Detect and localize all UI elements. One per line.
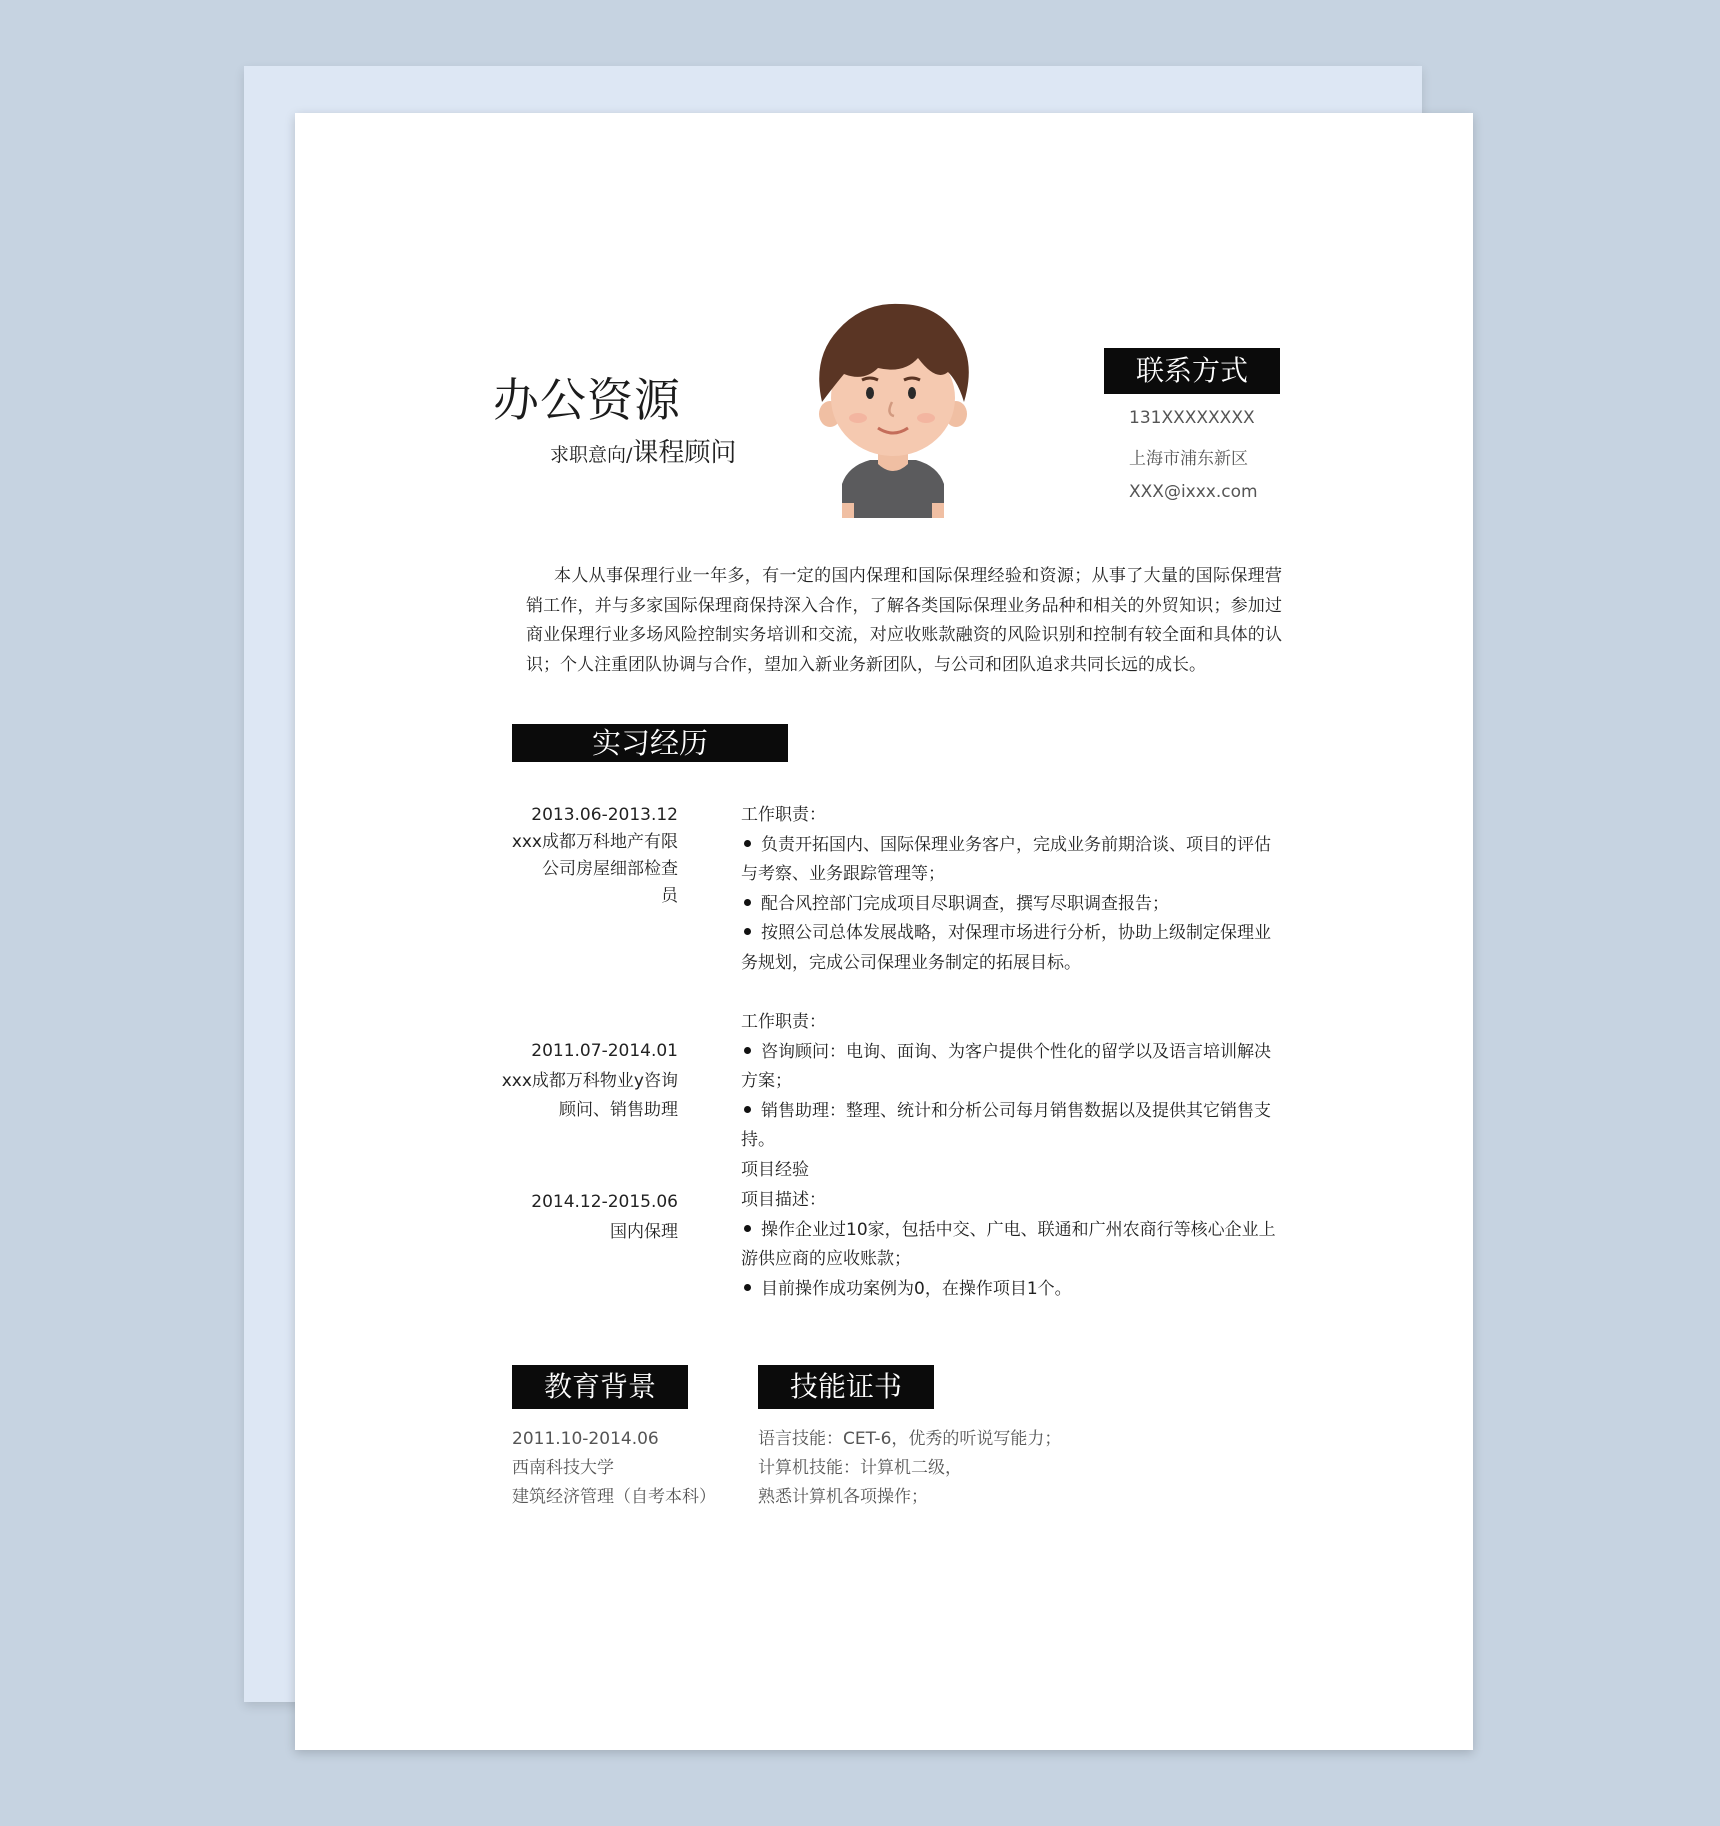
experience-period: 2014.12-2015.06 [531,1192,678,1212]
education-school: 西南科技大学 [512,1458,614,1478]
education-period: 2011.10-2014.06 [512,1429,659,1449]
bullet-icon [744,928,751,935]
skills-details [758,1425,1061,1512]
skill-line: 熟悉计算机各项操作； [758,1487,928,1507]
job-intent [550,432,736,469]
education-details [512,1425,716,1512]
experience-bullet: 咨询顾问：电询、面询、为客户提供个性化的留学以及语言培训解决方案； [741,1041,1271,1091]
bullet-icon [744,899,751,906]
experience-entry-details [741,801,1286,978]
experience-org-line: xxx成都万科地产有限 [511,832,678,852]
experience-entry-meta [488,802,678,910]
skills-section-title: 技能证书 [758,1365,934,1409]
experience-org-line: xxx成都万科物业y咨询 [501,1070,678,1091]
avatar-illustration [808,298,978,518]
experience-entry-details [741,1186,1286,1304]
experience-heading: 工作职责： [741,805,826,825]
experience-bullet: 配合风控部门完成项目尽职调查，撰写尽职调查报告； [741,890,1286,920]
skill-line: 计算机技能：计算机二级， [758,1458,962,1478]
avatar-eye-left [866,387,874,399]
experience-trailing-label: 项目经验 [741,1159,809,1180]
experience-org-line: 员 [661,886,678,906]
education-section-title: 教育背景 [512,1365,688,1409]
experience-bullet: 目前操作成功案例为0，在操作项目1个。 [741,1275,1286,1305]
experience-heading: 工作职责： [741,1012,826,1032]
experience-org-line: 顾问、销售助理 [559,1100,678,1120]
skill-line: 语言技能：CET-6，优秀的听说写能力； [758,1429,1062,1449]
contact-section-title: 联系方式 [1104,348,1280,394]
self-summary: 本人从事保理行业一年多，有一定的国内保理和国际保理经验和资源；从事了大量的国际保理营销工作，并与多家国际保理商保持深入合作，了解各类国际保理业务品种和相关的外贸知识；参加过商业保理行业多场风险控制实务培训和交流，对应收账款融资的风险识别和控制有较全面和具体的认识；个人注重团队协调与合作，望加入新业务新团队，与公司和团队追求共同长远的成长。 [526,566,1282,675]
experience-org-line: 公司房屋细部检查 [542,859,678,879]
experience-entry-meta [488,1037,678,1126]
experience-section-title: 实习经历 [512,724,788,762]
bullet-icon [744,1284,751,1291]
experience-bullet: 负责开拓国内、国际保理业务客户，完成业务前期洽谈、项目的评估与考察、业务跟踪管理等； [741,834,1271,884]
experience-bullet: 销售助理：整理、统计和分析公司每月销售数据以及提供其它销售支持。 [741,1100,1271,1150]
experience-period: 2011.07-2014.01 [531,1041,678,1061]
experience-bullet: 按照公司总体发展战略，对保理市场进行分析，协助上级制定保理业务规划，完成公司保理业务制定的拓展目标。 [741,923,1271,973]
experience-entry-details [741,1008,1286,1185]
candidate-name: 办公资源 [493,373,681,427]
bullet-icon [744,1047,751,1054]
education-major: 建筑经济管理（自考本科） [512,1487,716,1507]
bullet-icon [744,840,751,847]
avatar-eye-right [908,387,916,399]
job-intent-label: 求职意向/ [550,444,633,466]
experience-heading: 项目描述： [741,1190,826,1210]
contact-phone: 131XXXXXXXX [1129,408,1255,428]
job-intent-value: 课程顾问 [632,438,737,468]
experience-bullet: 操作企业过10家，包括中交、广电、联通和广州农商行等核心企业上游供应商的应收账款； [741,1219,1276,1269]
experience-entry-meta [488,1188,678,1247]
bullet-icon [744,1225,751,1232]
contact-address: 上海市浦东新区 [1129,449,1248,469]
bullet-icon [744,1106,751,1113]
experience-period: 2013.06-2013.12 [531,805,678,825]
contact-email: XXX@ixxx.com [1129,482,1258,502]
experience-org-line: 国内保理 [610,1221,678,1242]
